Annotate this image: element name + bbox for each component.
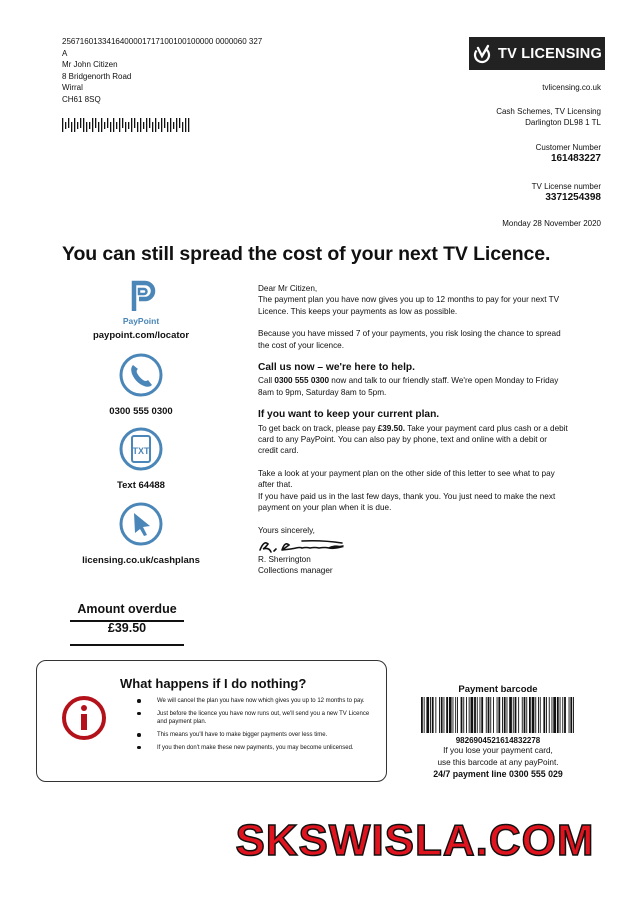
cashplans-link[interactable]: licensing.co.uk/cashplans (82, 555, 200, 566)
letter-date: Monday 28 November 2020 (502, 219, 601, 228)
tv-licensing-logo (469, 37, 605, 70)
paragraph-plan: The payment plan you have now gives you up to 12 months to pay for your next TV Licence. This keeps your payments as low as possible. (258, 295, 560, 316)
paragraph-paid: If you have paid us in the last few days, thank you. You just need to make the next payment on your plan when it is due. (258, 491, 556, 513)
payment-barcode (420, 697, 576, 733)
cashplans-block (77, 502, 205, 566)
licence-number-block (532, 181, 601, 203)
amount-overdue-block (70, 602, 184, 635)
recipient-address (62, 36, 262, 105)
heading-keep-plan: If you want to keep your current plan. (258, 409, 440, 421)
salutation: Dear Mr Citizen, (258, 284, 318, 293)
closing: Yours sincerely, (258, 525, 315, 535)
payment-phone-line[interactable]: 24/7 payment line 0300 555 029 (433, 769, 563, 779)
payment-barcode-block (413, 684, 583, 779)
cursor-icon (119, 502, 163, 546)
list-item: If you then don't make these new payments, you may become unlicensed. (157, 744, 375, 753)
customer-number: 161483227 (550, 153, 601, 164)
paypoint-logo-text: PayPoint (122, 316, 160, 326)
signer-role: Collections manager (258, 566, 333, 576)
paypoint-block (77, 279, 205, 341)
amount-to-pay: £39.50. (377, 423, 406, 433)
phone-icon (119, 353, 163, 397)
payment-barcode-number: 9826904521614832278 (455, 736, 541, 745)
customer-number-block (536, 142, 601, 164)
customer-number-label: Customer Number (535, 143, 601, 152)
sender-reference: 2567160133416400001717100100100000 0000060 327 (62, 37, 263, 46)
address-line-a: A (62, 48, 68, 58)
signature (258, 538, 358, 554)
address-postcode: CH61 8SQ (62, 94, 101, 104)
page-title: You can still spread the cost of your next TV Licence. (62, 243, 551, 265)
paragraph-other-side: Take a look at your payment plan on the other side of this letter to see what to pay after that. (258, 468, 555, 490)
watermark-text: SKSWISLA.COM (235, 816, 595, 865)
what-happens-box (36, 660, 387, 782)
tv-licensing-tick-icon (472, 44, 492, 64)
paragraph-call: Call 0300 555 0300 now and talk to our friendly staff. We're open Monday to Friday 8am to 9pm, Saturday 8am to 5pm. (258, 376, 559, 397)
heading-call: Call us now – we're here to help. (258, 362, 415, 374)
text-message-icon (119, 427, 163, 471)
barcode-instruction-2: use this barcode at any payPoint. (437, 757, 559, 767)
org-postal: Darlington DL98 1 TL (525, 118, 601, 127)
txt-icon-label: TXT (132, 446, 150, 456)
letter-body (258, 283, 568, 577)
paypoint-link[interactable]: paypoint.com/locator (92, 330, 190, 341)
org-name: Cash Schemes, TV Licensing (496, 107, 601, 116)
barcode-instruction-1: If you lose your payment card, (443, 746, 553, 755)
amount-overdue-value: £39.50 (107, 621, 147, 635)
info-warning-icon (61, 695, 107, 741)
paragraph-missed: Because you have missed 7 of your payments, you risk losing the chance to spread the cost of your licence. (258, 329, 561, 350)
paragraph-keep-plan: To get back on track, please pay £39.50. Take your payment card plus cash or a debit card to any PayPoint. You can also pay by phone, text and online with a debit or credit card. (258, 423, 568, 456)
divider (70, 620, 184, 622)
signer-name: R. Sherrington (258, 554, 311, 564)
watermark-logo (0, 810, 642, 870)
address-street: 8 Bridgenorth Road (62, 71, 132, 81)
phone-block (77, 353, 205, 417)
divider (70, 644, 184, 646)
text-number[interactable]: Text 64488 (117, 480, 165, 491)
recipient-name: Mr John Citizen (62, 60, 118, 69)
what-happens-title: What happens if I do nothing? (120, 676, 307, 691)
logo-text: TV LICENSING (498, 45, 602, 62)
list-item: We will cancel the plan you have now which gives you up to 12 months to pay. (157, 697, 375, 706)
list-item: This means you'll have to make bigger payments over less time. (157, 731, 375, 740)
postal-barcode (62, 118, 192, 132)
amount-overdue-label: Amount overdue (77, 602, 177, 616)
paypoint-icon (121, 279, 161, 313)
licence-number: 3371254398 (545, 192, 601, 203)
address-town: Wirral (62, 83, 83, 92)
phone-number[interactable]: 0300 555 0300 (109, 406, 173, 417)
watermark (0, 810, 642, 875)
list-item: Just before the licence you have now runs out, we'll send you a new TV Licence and payment plan. (157, 710, 375, 727)
consequences-list (157, 697, 375, 757)
payment-barcode-title: Payment barcode (458, 684, 538, 695)
return-address (496, 106, 601, 128)
call-number[interactable]: 0300 555 0300 (274, 376, 330, 386)
website: tvlicensing.co.uk (542, 83, 601, 92)
licence-number-label: TV License number (531, 182, 601, 191)
text-block (77, 427, 205, 491)
